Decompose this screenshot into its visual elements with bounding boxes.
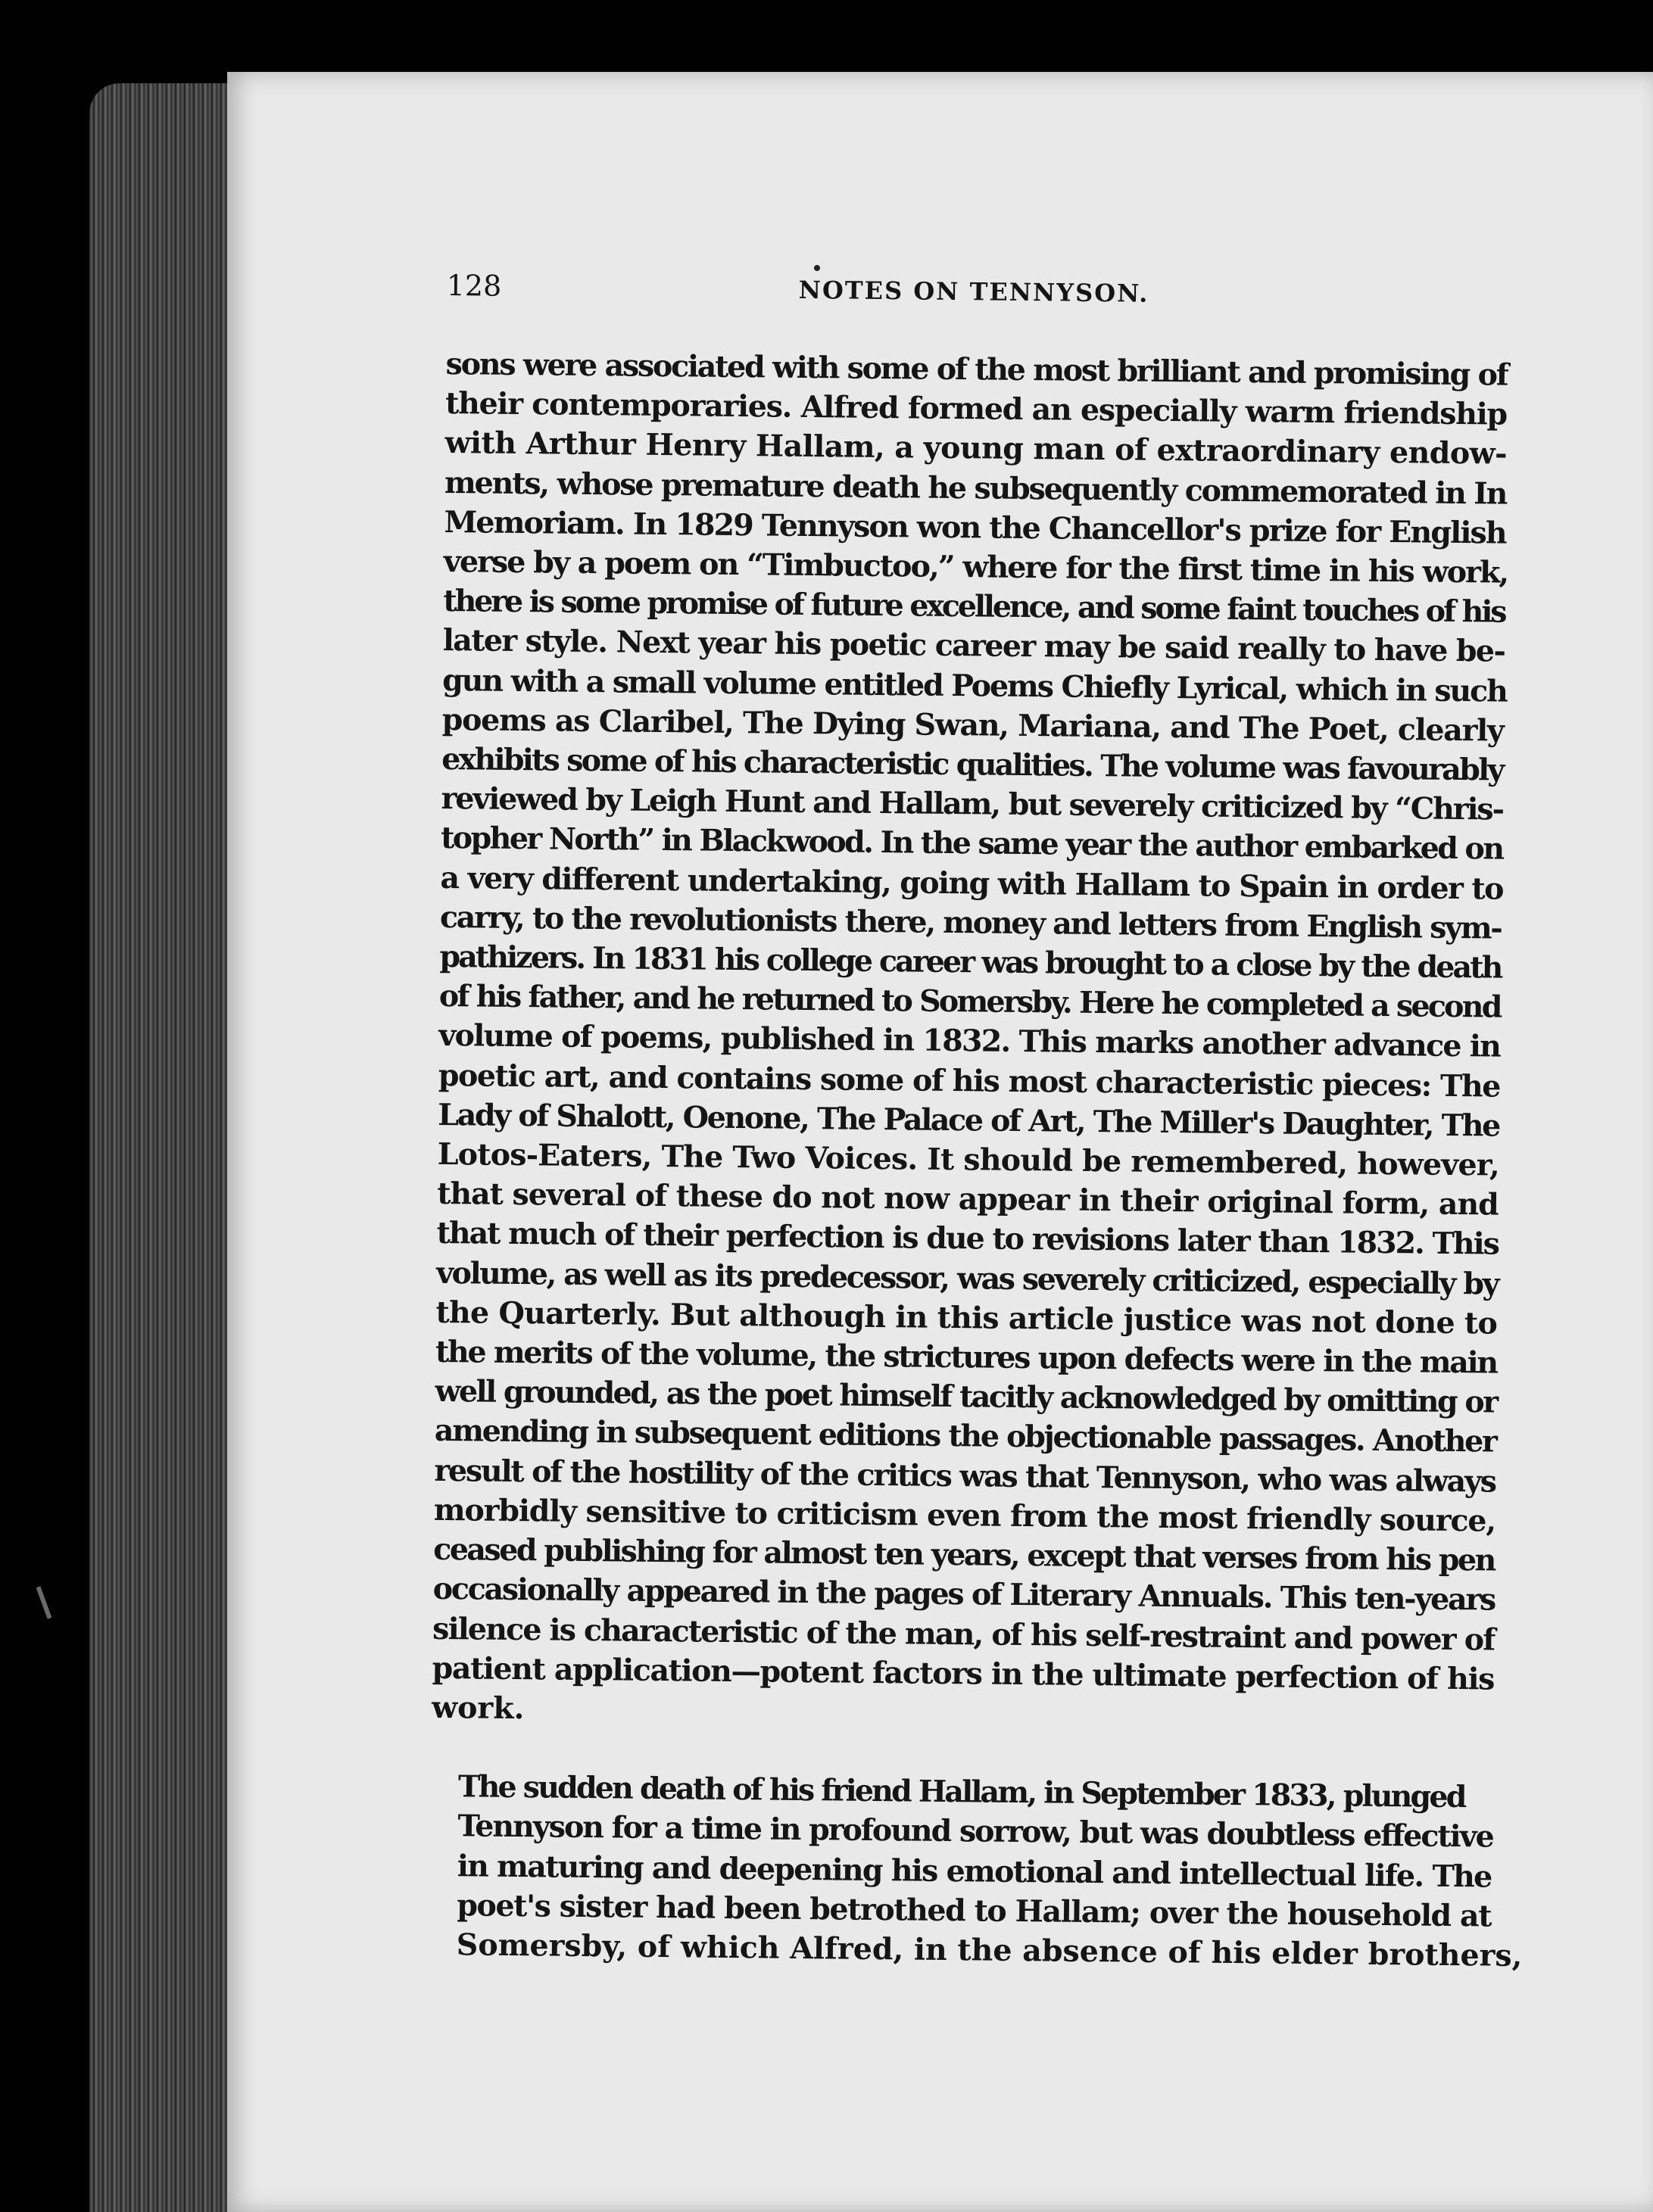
text-line: silence is characteristic of the man, of his self-restraint and power of bbox=[432, 1611, 1495, 1658]
text-line: Tennyson for a time in profound sorrow, but was doubtless effective bbox=[457, 1809, 1493, 1855]
text-line: carry, to the revolutionists there, money and letters from English sym- bbox=[439, 899, 1502, 946]
text-line: later style. Next year his poetic career may be said really to have be- bbox=[442, 623, 1505, 670]
text-line: work. bbox=[431, 1690, 525, 1727]
text-line: that several of these do not now appear in their original form, and bbox=[436, 1176, 1499, 1223]
text-line: that much of their perfection is due to revisions later than 1832. This bbox=[436, 1216, 1499, 1263]
text-line: topher North” in Blackwood. In the same year the author embarked on bbox=[440, 821, 1503, 868]
text-body bbox=[429, 344, 1523, 1976]
text-line: poet's sister had been betrothed to Hallam; over the household at bbox=[457, 1887, 1492, 1934]
text-line: sons were associated with some of the most brilliant and promising of bbox=[445, 346, 1508, 393]
text-line: their contemporaries. Alfred formed an especially warm friendship bbox=[444, 386, 1508, 432]
ink-speck bbox=[814, 265, 820, 271]
page bbox=[227, 72, 1653, 2212]
text-line: Somersby, of which Alfred, in the absence of his elder brothers, bbox=[456, 1927, 1523, 1974]
text-line: poetic art, and contains some of his most characteristic pieces: The bbox=[438, 1058, 1501, 1104]
text-line: exhibits some of his characteristic qualities. The volume was favourably bbox=[441, 741, 1503, 788]
page-content bbox=[429, 269, 1523, 1976]
text-line: ceased publishing for almost ten years, except that verses from his pen bbox=[433, 1532, 1495, 1578]
text-line: volume of poems, published in 1832. This marks another advance in bbox=[438, 1018, 1501, 1065]
text-line: pathizers. In 1831 his college career was brought to a close by the death bbox=[439, 939, 1502, 986]
text-line: Lady of Shalott, Oenone, The Palace of Art, The Miller's Daughter, The bbox=[438, 1097, 1500, 1144]
book-page-edges bbox=[89, 83, 229, 2212]
text-line: poems as Claribel, The Dying Swan, Mariana, and The Poet, clearly bbox=[441, 702, 1504, 749]
text-line: patient application—potent factors in the ultimate perfection of his bbox=[432, 1650, 1495, 1697]
text-line: Lotos-Eaters, The Two Voices. It should be remembered, however, bbox=[437, 1136, 1500, 1183]
text-line: well grounded, as the poet himself tacitly acknowledged by omitting or bbox=[435, 1374, 1497, 1420]
text-line: result of the hostility of the critics was that Tennyson, who was always bbox=[434, 1453, 1496, 1500]
text-line: of his father, and he returned to Somersby. Here he completed a second bbox=[438, 979, 1501, 1025]
margin-mark bbox=[36, 1586, 52, 1618]
page-number: 128 bbox=[446, 269, 502, 303]
text-line: Memoriam. In 1829 Tennyson won the Chancellor's prize for English bbox=[444, 504, 1507, 551]
text-line: The sudden death of his friend Hallam, in September 1833, plunged bbox=[457, 1769, 1465, 1815]
text-line: in maturing and deepening his emotional and intellectual life. The bbox=[457, 1848, 1492, 1895]
text-line: ments, whose premature death he subsequently commemorated in In bbox=[444, 465, 1507, 512]
paragraph bbox=[432, 344, 1508, 1739]
text-line: volume, as well as its predecessor, was severely criticized, especially by bbox=[435, 1255, 1499, 1302]
text-line: reviewed by Leigh Hunt and Hallam, but severely criticized by “Chris- bbox=[441, 781, 1504, 827]
text-line: the merits of the volume, the strictures upon defects were in the main bbox=[435, 1335, 1498, 1381]
running-title: NOTES ON TENNYSON. bbox=[798, 275, 1149, 308]
text-line: with Arthur Henry Hallam, a young man of extraordinary endow- bbox=[444, 425, 1508, 472]
text-line: gun with a small volume entitled Poems Chiefly Lyrical, which in such bbox=[442, 662, 1507, 709]
running-head bbox=[446, 269, 1508, 333]
text-line: amending in subsequent editions the objectionable passages. Another bbox=[434, 1413, 1496, 1460]
text-line: occasionally appeared in the pages of Literary Annuals. This ten-years bbox=[432, 1572, 1495, 1618]
text-line: morbidly sensitive to criticism even from the most friendly source, bbox=[433, 1492, 1496, 1539]
paragraph bbox=[429, 1767, 1523, 1976]
text-line: a very different undertaking, going with Hallam to Spain in order to bbox=[440, 860, 1504, 907]
text-line: there is some promise of future excellence, and some faint touches of his bbox=[443, 584, 1505, 630]
text-line: the Quarterly. But although in this article justice was not done to bbox=[435, 1294, 1498, 1341]
text-line: verse by a poem on “Timbuctoo,” where for the first time in his work, bbox=[443, 544, 1508, 590]
